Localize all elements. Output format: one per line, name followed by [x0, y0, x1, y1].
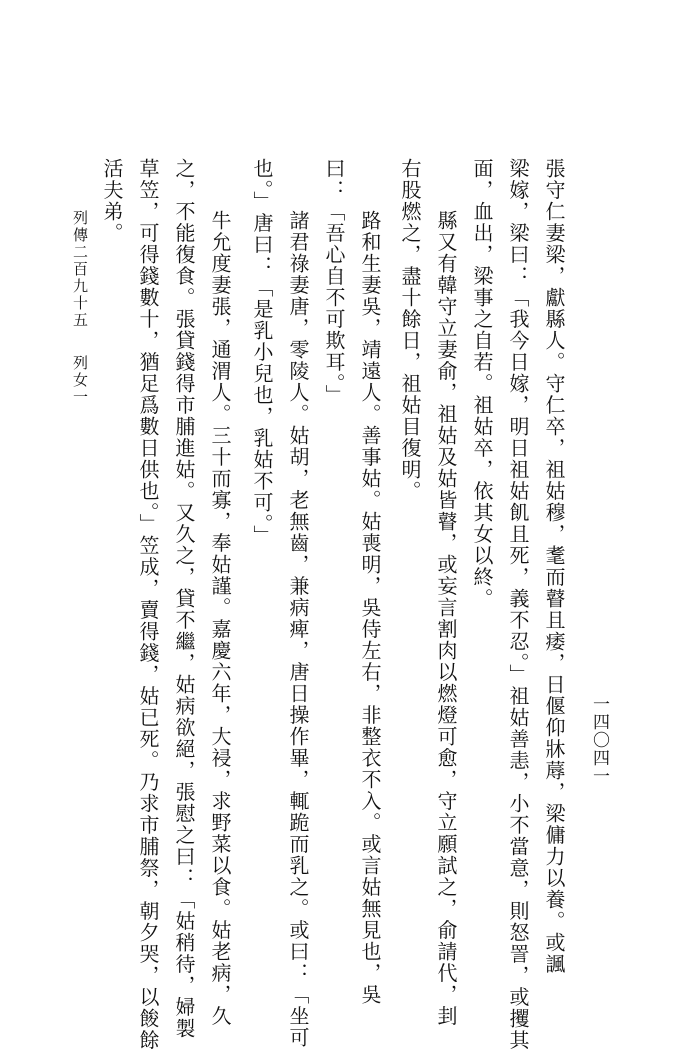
text-column: 面，血出，梁事之自若。祖姑卒，依其女以終。 — [470, 158, 494, 610]
text-column: 張守仁妻梁，獻縣人。守仁卒，祖姑穆，耄而瞽且痿，日偃仰牀蓐，梁傭力以養。或諷 — [542, 158, 566, 975]
header-section: 列女一 — [71, 355, 89, 406]
text-column: 右股燃之，盡十餘日，祖姑目復明。 — [398, 158, 422, 502]
text-column: 草笠，可得錢數十，猶足爲數日供也。」笠成，賣得錢，姑已死。乃求市脯祭，朝夕哭，以餕餘 — [136, 158, 160, 1051]
text-column: 之，不能復食。張貸錢得市脯進姑。又久之，貸不繼，姑病欲絕，張慰之曰：「姑稍待，婦製 — [172, 158, 196, 1040]
text-column: 曰：「吾心自不可欺耳。」 — [322, 158, 346, 406]
text-column: 活夫弟。 — [100, 158, 124, 244]
running-header — [70, 210, 91, 406]
header-volume: 列傳二百九十五 — [71, 210, 89, 329]
text-column: 也。」唐曰：「是乳小兒也，乳姑不可。」 — [250, 158, 274, 547]
text-column: 牛允度妻張，通渭人。三十而寡，奉姑謹。嘉慶六年，大祲，求野菜以食。姑老病，久 — [208, 210, 232, 1027]
page-number: 一四〇四一 — [589, 695, 609, 785]
text-column: 梁嫁，梁曰：「我今日嫁，明日祖姑飢且死，義不忍。」祖姑善恚，小不當意，則怒詈，或攫其 — [506, 158, 530, 1051]
text-column: 縣又有韓守立妻俞，祖姑及姑皆瞽，或妄言割肉以燃燈可愈，守立願試之，俞請代，刲 — [434, 210, 458, 1027]
text-column: 諸君祿妻唐，零陵人。姑胡，老無齒，兼病痺，唐日操作畢，輒跪而乳之。或曰：「坐可 — [286, 210, 310, 1049]
text-column: 路和生妻吳，靖遠人。善事姑。姑喪明，吳侍左右，非整衣不入。或言姑無見也，吳 — [358, 210, 382, 1006]
